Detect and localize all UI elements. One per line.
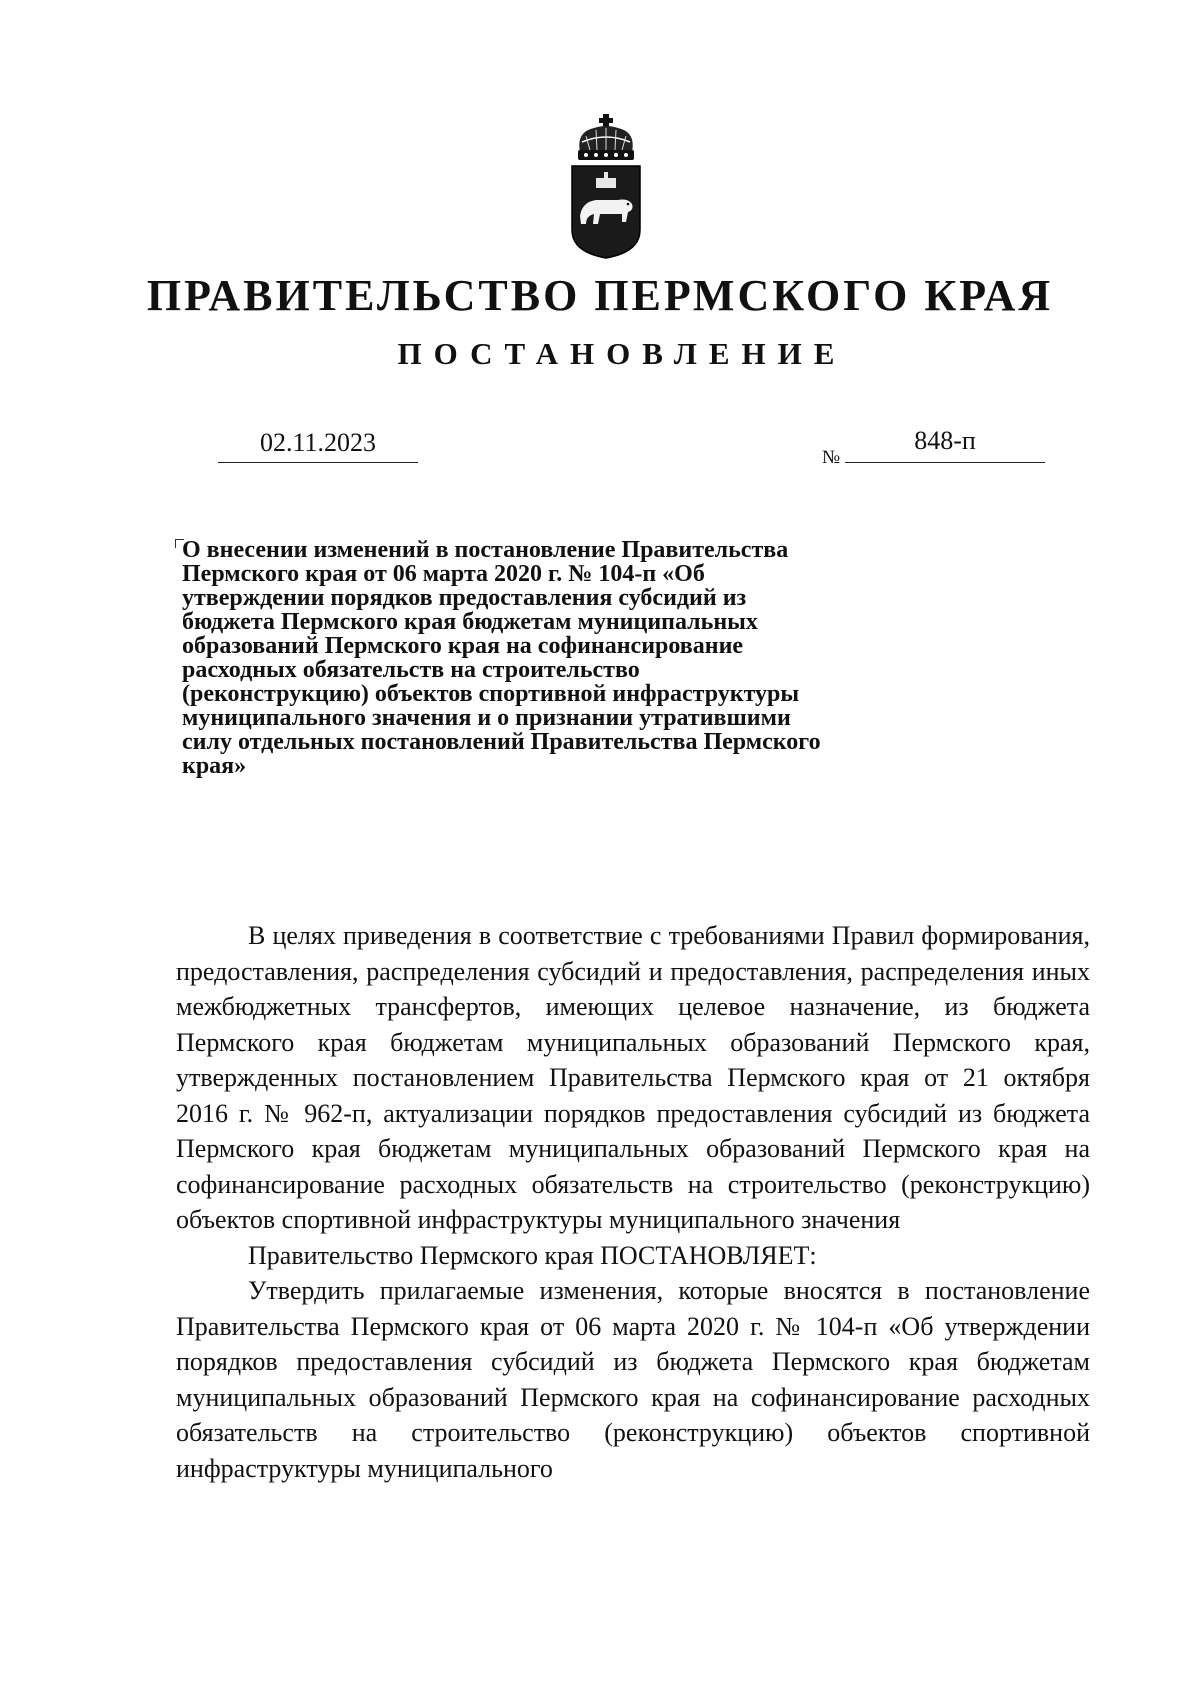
organization-title: ПРАВИТЕЛЬСТВО ПЕРМСКОГО КРАЯ [146, 271, 1054, 320]
document-date: 02.11.2023 [218, 428, 418, 463]
body-paragraph: В целях приведения в соответствие с требованиями Правил формирования, предоставления, распределения субсидий и предоставления, распределения иных межбюджетных трансфертов, имеющих целевое назначение, из бюджета Пермского края бюджетам муниципальных образований Пермского края, утвержденных постановлением Правительства Пермского края от 21 октября 2016 г. № 962-п, актуализации порядков предоставления субсидий из бюджета Пермского края бюджетам муниципальных образований Пермского края на софинансирование расходных обязательств на строительство (реконструкцию) объектов спортивной инфраструктуры муниципального значения [176, 921, 1090, 1234]
perm-krai-coat-of-arms-icon [566, 112, 646, 260]
body-paragraph: Правительство Пермского края ПОСТАНОВЛЯЕТ: [248, 1240, 817, 1270]
document-type-title: ПОСТАНОВЛЕНИЕ [397, 336, 847, 371]
number-sign: № [822, 447, 841, 468]
document-subject: О внесении изменений в постановление Правительства Пермского края от 06 марта 2020 г. № 104-п «Об утверждении порядков предоставления субсидий из бюджета Пермского края бюджетам муниципальных образований Пермского края на софинансирование расходных обязательств на строительство (реконструкцию) объектов спортивной инфраструктуры муниципального значения и о признании утратившими силу отдельных постановлений Правительства Пермского края» [182, 537, 821, 779]
document-body [176, 918, 1090, 1486]
document-number: 848-п [845, 426, 1045, 463]
body-paragraph: Утвердить прилагаемые изменения, которые вносятся в постановление Правительства Пермского края от 06 марта 2020 г. № 104-п «Об утверждении порядков предоставления субсидий из бюджета Пермского края бюджетам муниципальных образований Пермского края на софинансирование расходных обязательств на строительство (реконструкцию) объектов спортивной инфраструктуры муниципального [176, 1276, 1090, 1483]
